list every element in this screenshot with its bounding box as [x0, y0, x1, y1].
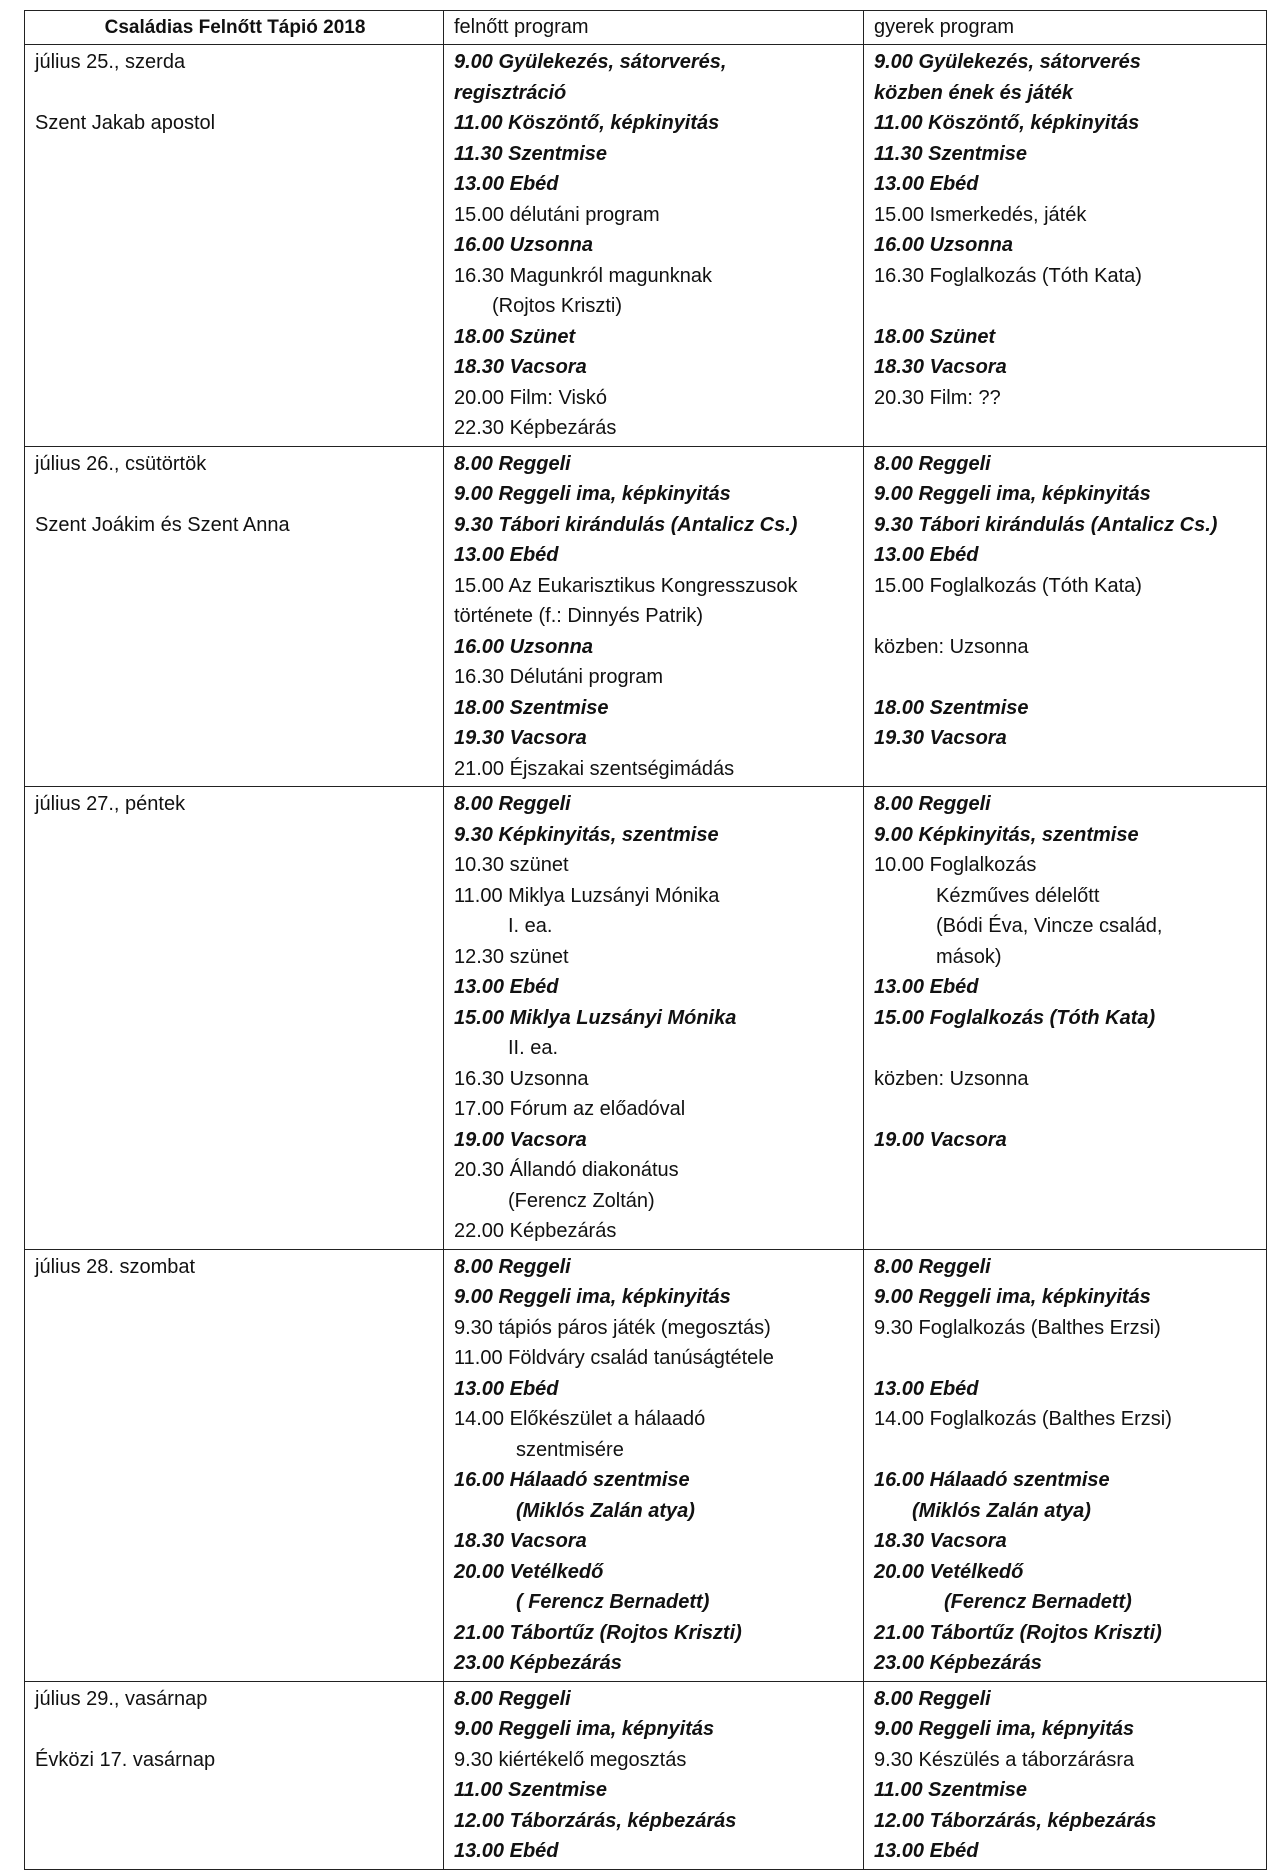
program-item: 8.00 Reggeli	[454, 1687, 571, 1710]
program-item: (Rojtos Kriszti)	[492, 295, 623, 317]
program-item: 18.00 Szünet	[454, 325, 576, 348]
program-item: 15.00 délutáni program	[454, 203, 660, 226]
program-item: 13.00 Ebéd	[454, 544, 559, 566]
program-item	[874, 1094, 1258, 1125]
program-item: 13.00 Ebéd	[874, 1840, 979, 1862]
program-item: közben: Uzsonna	[874, 1067, 1029, 1090]
program-item: 13.00 Ebéd	[454, 976, 559, 998]
program-item: 9.30 Tábori kirándulás (Antalicz Cs.)	[874, 513, 1218, 536]
program-item: mások)	[936, 945, 1002, 968]
program-item: 8.00 Reggeli	[454, 1255, 571, 1278]
program-item: 15.00 Ismerkedés, játék	[874, 203, 1087, 226]
program-item: 20.00 Vetélkedő	[874, 1560, 1024, 1583]
day-label	[35, 78, 435, 109]
program-item: 8.00 Reggeli	[874, 452, 991, 475]
program-item	[874, 413, 1258, 444]
program-item: 16.30 Foglalkozás (Tóth Kata)	[874, 264, 1142, 287]
program-item: 19.00 Vacsora	[454, 1128, 587, 1151]
program-item: 9.00 Reggeli ima, képnyitás	[874, 1718, 1135, 1740]
day-label: Szent Jakab apostol	[35, 112, 216, 134]
program-item: 13.00 Ebéd	[874, 173, 979, 195]
program-item: 21.00 Tábortűz (Rojtos Kriszti)	[454, 1621, 742, 1644]
program-item	[874, 1186, 1258, 1217]
program-item: 18.30 Vacsora	[874, 1530, 1007, 1552]
program-item: 12.00 Táborzárás, képbezárás	[874, 1809, 1157, 1832]
header-row	[25, 11, 1267, 45]
program-item: 19.30 Vacsora	[454, 727, 587, 749]
program-item: Kézműves délelőtt	[936, 884, 1100, 907]
day-row	[25, 45, 1267, 447]
adult-program-cell	[444, 787, 864, 1250]
adult-program-cell	[444, 45, 864, 447]
program-item: 13.00 Ebéd	[874, 976, 979, 998]
program-item: 22.00 Képbezárás	[454, 1220, 617, 1242]
program-item: 16.00 Uzsonna	[454, 635, 593, 658]
day-label: július 26., csütörtök	[35, 452, 207, 475]
day-label: Évközi 17. vasárnap	[35, 1748, 216, 1771]
day-label: Szent Joákim és Szent Anna	[35, 513, 290, 536]
program-item: 10.00 Foglalkozás	[874, 854, 1037, 876]
program-item: 12.00 Táborzárás, képbezárás	[454, 1809, 737, 1832]
day-label: július 28. szombat	[35, 1255, 196, 1278]
program-item: 11.30 Szentmise	[874, 142, 1028, 165]
program-item: 9.30 Készülés a táborzárásra	[874, 1748, 1135, 1771]
header-title: Családias Felnőtt Tápió 2018	[25, 11, 444, 45]
day-label	[35, 1714, 435, 1745]
program-item: 16.00 Hálaadó szentmise	[874, 1469, 1110, 1491]
program-item: 15.00 Foglalkozás (Tóth Kata)	[874, 1006, 1156, 1029]
program-item: 18.00 Szünet	[874, 325, 996, 348]
program-item: 9.30 tápiós páros játék (megosztás)	[454, 1316, 771, 1339]
kids-program-cell	[864, 45, 1267, 447]
day-label: július 27., péntek	[35, 793, 186, 815]
program-item: 13.00 Ebéd	[454, 173, 559, 195]
program-item: 17.00 Fórum az előadóval	[454, 1098, 686, 1120]
program-item: 9.30 Tábori kirándulás (Antalicz Cs.)	[454, 513, 798, 536]
adult-program-cell	[444, 1249, 864, 1681]
program-item: 9.00 Képkinyitás, szentmise	[874, 823, 1139, 846]
day-cell	[25, 45, 444, 447]
program-item: 23.00 Képbezárás	[874, 1652, 1042, 1674]
program-item: 19.30 Vacsora	[874, 727, 1007, 749]
day-cell	[25, 1681, 444, 1869]
program-item: 18.30 Vacsora	[874, 356, 1007, 378]
program-item: 11.00 Szentmise	[454, 1779, 608, 1801]
program-item: 11.30 Szentmise	[454, 142, 608, 165]
program-item: 8.00 Reggeli	[874, 1687, 991, 1710]
program-item	[874, 601, 1258, 632]
program-item: 23.00 Képbezárás	[454, 1652, 622, 1674]
program-item: 16.30 Uzsonna	[454, 1067, 589, 1090]
program-item: 8.00 Reggeli	[874, 1255, 991, 1278]
header-kids-program: gyerek program	[864, 11, 1267, 45]
program-item: 9.00 Gyülekezés, sátorverés,	[454, 51, 727, 73]
program-item: 21.00 Tábortűz (Rojtos Kriszti)	[874, 1621, 1162, 1644]
program-item: 9.00 Reggeli ima, képkinyitás	[454, 483, 731, 505]
program-item: (Ferencz Zoltán)	[508, 1189, 655, 1212]
program-item	[874, 1155, 1258, 1186]
kids-program-cell	[864, 1681, 1267, 1869]
day-label	[35, 479, 435, 510]
program-item: 13.00 Ebéd	[454, 1840, 559, 1862]
day-label: július 29., vasárnap	[35, 1687, 208, 1710]
header-adult-program: felnőtt program	[444, 11, 864, 45]
program-item: 16.00 Uzsonna	[874, 234, 1013, 256]
day-cell	[25, 1249, 444, 1681]
program-item: 20.00 Vetélkedő	[454, 1560, 604, 1583]
program-item: 18.00 Szentmise	[874, 696, 1029, 719]
program-item: 13.00 Ebéd	[874, 544, 979, 566]
program-item: 16.30 Délutáni program	[454, 666, 664, 688]
program-item: 20.30 Állandó diakonátus	[454, 1159, 679, 1181]
adult-program-cell	[444, 446, 864, 787]
program-item: 11.00 Köszöntő, képkinyitás	[874, 112, 1140, 134]
kids-program-cell	[864, 787, 1267, 1250]
program-item: 18.30 Vacsora	[454, 1530, 587, 1552]
program-item: 9.00 Reggeli ima, képkinyitás	[874, 483, 1151, 505]
schedule-table	[24, 10, 1267, 1870]
program-item: ( Ferencz Bernadett)	[516, 1591, 710, 1613]
program-item	[874, 1216, 1258, 1247]
program-item	[874, 754, 1258, 785]
program-item: 9.00 Reggeli ima, képkinyitás	[454, 1286, 731, 1308]
kids-program-cell	[864, 446, 1267, 787]
program-item	[874, 1435, 1258, 1466]
program-item: közben ének és játék	[874, 81, 1073, 104]
program-item: regisztráció	[454, 81, 567, 104]
program-item: (Miklós Zalán atya)	[516, 1499, 695, 1522]
day-label: július 25., szerda	[35, 51, 186, 73]
program-item: 22.30 Képbezárás	[454, 417, 617, 439]
program-item: 13.00 Ebéd	[874, 1377, 979, 1400]
program-item: 21.00 Éjszakai szentségimádás	[454, 757, 735, 780]
program-item: 16.30 Magunkról magunknak	[454, 264, 712, 287]
program-item: 14.00 Előkészület a hálaadó	[454, 1408, 706, 1430]
program-item: 15.00 Az Eukarisztikus Kongresszusok	[454, 574, 798, 597]
program-item: 10.30 szünet	[454, 854, 569, 876]
program-item: 9.30 Foglalkozás (Balthes Erzsi)	[874, 1316, 1161, 1339]
program-item: I. ea.	[508, 915, 553, 937]
program-item: 8.00 Reggeli	[874, 793, 991, 815]
day-row	[25, 1249, 1267, 1681]
program-item: 19.00 Vacsora	[874, 1128, 1007, 1151]
program-item: (Bódi Éva, Vincze család,	[936, 915, 1163, 937]
program-item: 16.00 Hálaadó szentmise	[454, 1469, 690, 1491]
program-item: 12.30 szünet	[454, 945, 569, 968]
program-item: 18.30 Vacsora	[454, 356, 587, 378]
adult-program-cell	[444, 1681, 864, 1869]
program-item: II. ea.	[508, 1037, 559, 1059]
program-item	[874, 1343, 1258, 1374]
program-item: 11.00 Miklya Luzsányi Mónika	[454, 884, 720, 907]
kids-program-cell	[864, 1249, 1267, 1681]
day-cell	[25, 446, 444, 787]
program-item: 13.00 Ebéd	[454, 1377, 559, 1400]
day-row	[25, 787, 1267, 1250]
program-item	[874, 1033, 1258, 1064]
program-item: 11.00 Szentmise	[874, 1779, 1028, 1801]
program-item: 8.00 Reggeli	[454, 793, 571, 815]
program-item: 16.00 Uzsonna	[454, 234, 593, 256]
day-row	[25, 446, 1267, 787]
program-item: 14.00 Foglalkozás (Balthes Erzsi)	[874, 1408, 1172, 1430]
program-item: 9.00 Reggeli ima, képnyitás	[454, 1718, 715, 1740]
program-item: 15.00 Foglalkozás (Tóth Kata)	[874, 574, 1142, 597]
program-item: 11.00 Földváry család tanúságtétele	[454, 1347, 774, 1369]
day-cell	[25, 787, 444, 1250]
program-item: közben: Uzsonna	[874, 635, 1029, 658]
program-item: 11.00 Köszöntő, képkinyitás	[454, 112, 720, 134]
program-item: 9.30 kiértékelő megosztás	[454, 1748, 687, 1771]
program-item: 18.00 Szentmise	[454, 696, 609, 719]
program-item	[874, 291, 1258, 322]
day-row	[25, 1681, 1267, 1869]
program-item: szentmisére	[516, 1438, 624, 1461]
program-item: 9.00 Gyülekezés, sátorverés	[874, 51, 1141, 73]
program-item: 15.00 Miklya Luzsányi Mónika	[454, 1006, 737, 1029]
schedule-body	[25, 45, 1267, 1870]
program-item: 20.30 Film: ??	[874, 386, 1001, 409]
program-item: 8.00 Reggeli	[454, 452, 571, 475]
program-item: 9.30 Képkinyitás, szentmise	[454, 823, 719, 846]
program-item: (Miklós Zalán atya)	[912, 1499, 1091, 1522]
program-item	[874, 662, 1258, 693]
program-item: (Ferencz Bernadett)	[944, 1591, 1132, 1613]
program-item: 9.00 Reggeli ima, képkinyitás	[874, 1286, 1151, 1308]
program-item: története (f.: Dinnyés Patrik)	[454, 605, 703, 627]
program-item: 20.00 Film: Viskó	[454, 386, 608, 409]
